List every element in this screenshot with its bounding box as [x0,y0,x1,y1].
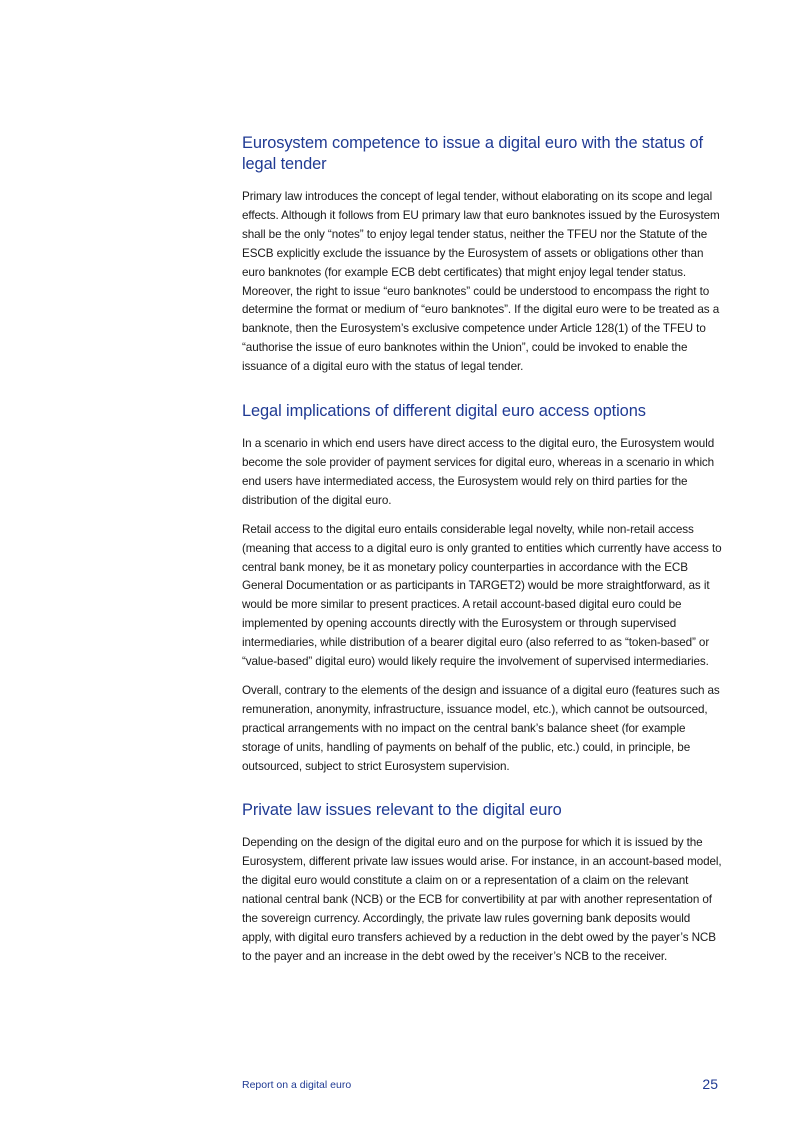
section-heading-private-law: Private law issues relevant to the digital euro [242,801,562,820]
page-number: 25 [702,1076,718,1092]
document-body [242,133,722,977]
section-heading-access-options: Legal implications of different digital euro access options [242,402,646,421]
paragraph: Overall, contrary to the elements of the design and issuance of a digital euro (features such as remuneration, anonymity, infrastructure, issuance model, etc.), which cannot be outsourced, practical arrangements with no impact on the central bank’s balance sheet (for example storage of units, handling of payments on behalf of the public, etc.) could, in principle, be outsourced, subject to strict Eurosystem supervision. [242,683,720,773]
paragraph: Primary law introduces the concept of legal tender, without elaborating on its scope and legal effects. Although it follows from EU primary law that euro banknotes issued by the Eurosystem shall be the only “notes” to enjoy legal tender status, neither the TFEU nor the Statute of the ESCB explicitly exclude the issuance by the Eurosystem of assets or obligations other than euro banknotes (for example ECB debt certificates) that might enjoy legal tender status. Moreover, the right to issue “euro banknotes” could be understood to encompass the right to determine the format or medium of “euro banknotes”. If the digital euro were to be treated as a banknote, then the Eurosystem’s exclusive competence under Article 128(1) of the TFEU to “authorise the issue of euro banknotes within the Union”, could be invoked to enable the issuance of a digital euro with the status of legal tender. [242,190,720,374]
footer-document-title: Report on a digital euro [242,1079,352,1091]
paragraph: Retail access to the digital euro entails considerable legal novelty, while non-retail access (meaning that access to a digital euro is only granted to entities which currently have access to central bank money, be it as monetary policy counterparties in accordance with the ECB General Documentation or as participants in TARGET2) would be more straightforward, as it would be more similar to present practices. A retail account-based digital euro could be implemented by opening accounts directly with the Eurosystem or through supervised intermediaries, while distribution of a bearer digital euro (also referred to as “token-based” or “value-based” digital euro) would likely require the involvement of supervised intermediaries. [242,522,722,669]
paragraph: Depending on the design of the digital euro and on the purpose for which it is issued by the Eurosystem, different private law issues would arise. For instance, in an account-based model, the digital euro would constitute a claim on or a representation of a claim on the relevant national central bank (NCB) or the ECB for convertibility at par with another representation of the sovereign currency. Accordingly, the private law rules governing bank deposits would apply, with digital euro transfers achieved by a reduction in the debt owed by the payer’s NCB to the payer and an increase in the debt owed by the receiver’s NCB to the receiver. [242,836,722,963]
section-heading-legal-tender: Eurosystem competence to issue a digital euro with the status of legal tender [242,134,703,173]
paragraph: In a scenario in which end users have direct access to the digital euro, the Eurosystem would become the sole provider of payment services for digital euro, whereas in a scenario in which end users have intermediated access, the Eurosystem would rely on third parties for the distribution of the digital euro. [242,437,715,507]
